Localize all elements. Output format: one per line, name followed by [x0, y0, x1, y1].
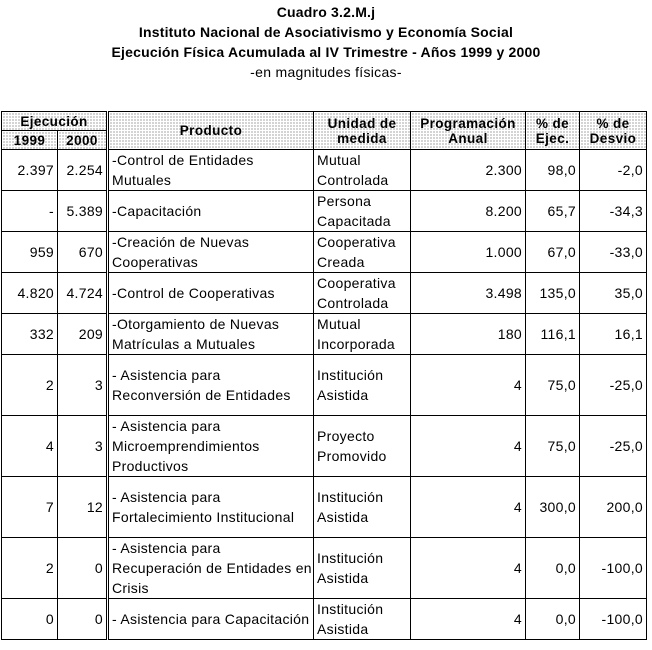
cell-2000: 3	[58, 355, 108, 416]
cell-2000: 4.724	[58, 273, 108, 314]
cell-producto: - Asistencia para Fortalecimiento Institucional	[108, 477, 314, 538]
cell-1999: 2.397	[2, 150, 58, 191]
cell-pct-ejec: 75,0	[526, 355, 580, 416]
cell-pct-desvio: -100,0	[580, 599, 647, 640]
cell-programacion: 3.498	[411, 273, 526, 314]
execution-table	[1, 111, 647, 640]
cell-2000: 2.254	[58, 150, 108, 191]
table-body	[2, 150, 647, 640]
header-2000: 2000	[58, 131, 108, 150]
cell-programacion: 4	[411, 538, 526, 599]
cell-pct-ejec: 67,0	[526, 232, 580, 273]
table-number: Cuadro 3.2.M.j	[276, 4, 376, 20]
table-title: Ejecución Física Acumulada al IV Trimestre - Años 1999 y 2000	[111, 44, 541, 60]
header-1999: 1999	[2, 131, 58, 150]
cell-pct-desvio: -33,0	[580, 232, 647, 273]
cell-2000: 12	[58, 477, 108, 538]
cell-unidad: Institución Asistida	[314, 538, 411, 599]
cell-unidad: Cooperativa Controlada	[314, 273, 411, 314]
cell-2000: 5.389	[58, 191, 108, 232]
header-pct-desvio: % de Desvio	[580, 112, 647, 150]
cell-producto: -Creación de Nuevas Cooperativas	[108, 232, 314, 273]
table-row	[2, 232, 647, 273]
cell-unidad: Cooperativa Creada	[314, 232, 411, 273]
table-row	[2, 599, 647, 640]
cell-pct-ejec: 75,0	[526, 416, 580, 477]
cell-pct-desvio: 35,0	[580, 273, 647, 314]
cell-2000: 0	[58, 599, 108, 640]
table-row	[2, 538, 647, 599]
header-programacion: Programación Anual	[411, 112, 526, 150]
cell-2000: 209	[58, 314, 108, 355]
cell-pct-desvio: 200,0	[580, 477, 647, 538]
cell-programacion: 4	[411, 599, 526, 640]
cell-unidad: Institución Asistida	[314, 599, 411, 640]
table-row	[2, 273, 647, 314]
cell-pct-desvio: -25,0	[580, 355, 647, 416]
cell-pct-ejec: 98,0	[526, 150, 580, 191]
table-row	[2, 477, 647, 538]
cell-2000: 0	[58, 538, 108, 599]
table-row	[2, 191, 647, 232]
cell-1999: 332	[2, 314, 58, 355]
cell-unidad: Persona Capacitada	[314, 191, 411, 232]
table-subtitle: -en magnitudes físicas-	[250, 64, 402, 80]
cell-1999: 959	[2, 232, 58, 273]
cell-producto: -Otorgamiento de Nuevas Matrículas a Mutuales	[108, 314, 314, 355]
cell-producto: -Control de Cooperativas	[108, 273, 314, 314]
cell-programacion: 8.200	[411, 191, 526, 232]
cell-1999: 4	[2, 416, 58, 477]
cell-pct-desvio: 16,1	[580, 314, 647, 355]
table-caption	[0, 0, 652, 82]
cell-pct-desvio: -2,0	[580, 150, 647, 191]
cell-pct-ejec: 0,0	[526, 538, 580, 599]
cell-pct-desvio: -100,0	[580, 538, 647, 599]
header-pct-ejec: % de Ejec.	[526, 112, 580, 150]
cell-1999: -	[2, 191, 58, 232]
cell-producto: - Asistencia para Recuperación de Entidades en Crisis	[108, 538, 314, 599]
cell-unidad: Mutual Controlada	[314, 150, 411, 191]
cell-programacion: 4	[411, 416, 526, 477]
header-ejecucion: Ejecución	[2, 112, 108, 131]
cell-pct-ejec: 0,0	[526, 599, 580, 640]
cell-producto: - Asistencia para Reconversión de Entidades	[108, 355, 314, 416]
cell-pct-desvio: -25,0	[580, 416, 647, 477]
cell-unidad: Mutual Incorporada	[314, 314, 411, 355]
cell-1999: 7	[2, 477, 58, 538]
header-producto: Producto	[108, 112, 314, 150]
cell-1999: 0	[2, 599, 58, 640]
cell-pct-ejec: 300,0	[526, 477, 580, 538]
cell-pct-ejec: 116,1	[526, 314, 580, 355]
cell-programacion: 2.300	[411, 150, 526, 191]
cell-programacion: 4	[411, 477, 526, 538]
cell-programacion: 180	[411, 314, 526, 355]
cell-pct-ejec: 135,0	[526, 273, 580, 314]
table-row	[2, 416, 647, 477]
cell-unidad: Institución Asistida	[314, 477, 411, 538]
cell-producto: - Asistencia para Microemprendimientos Productivos	[108, 416, 314, 477]
cell-producto: -Control de Entidades Mutuales	[108, 150, 314, 191]
institution-name: Instituto Nacional de Asociativismo y Economía Social	[138, 24, 514, 40]
cell-programacion: 1.000	[411, 232, 526, 273]
cell-1999: 2	[2, 538, 58, 599]
cell-programacion: 4	[411, 355, 526, 416]
cell-producto: -Capacitación	[108, 191, 314, 232]
cell-2000: 3	[58, 416, 108, 477]
header-unidad: Unidad de medida	[314, 112, 411, 150]
cell-1999: 4.820	[2, 273, 58, 314]
cell-unidad: Proyecto Promovido	[314, 416, 411, 477]
table-row	[2, 355, 647, 416]
cell-unidad: Institución Asistida	[314, 355, 411, 416]
cell-pct-ejec: 65,7	[526, 191, 580, 232]
table-row	[2, 150, 647, 191]
table-row	[2, 314, 647, 355]
cell-producto: - Asistencia para Capacitación	[108, 599, 314, 640]
cell-2000: 670	[58, 232, 108, 273]
cell-pct-desvio: -34,3	[580, 191, 647, 232]
cell-1999: 2	[2, 355, 58, 416]
